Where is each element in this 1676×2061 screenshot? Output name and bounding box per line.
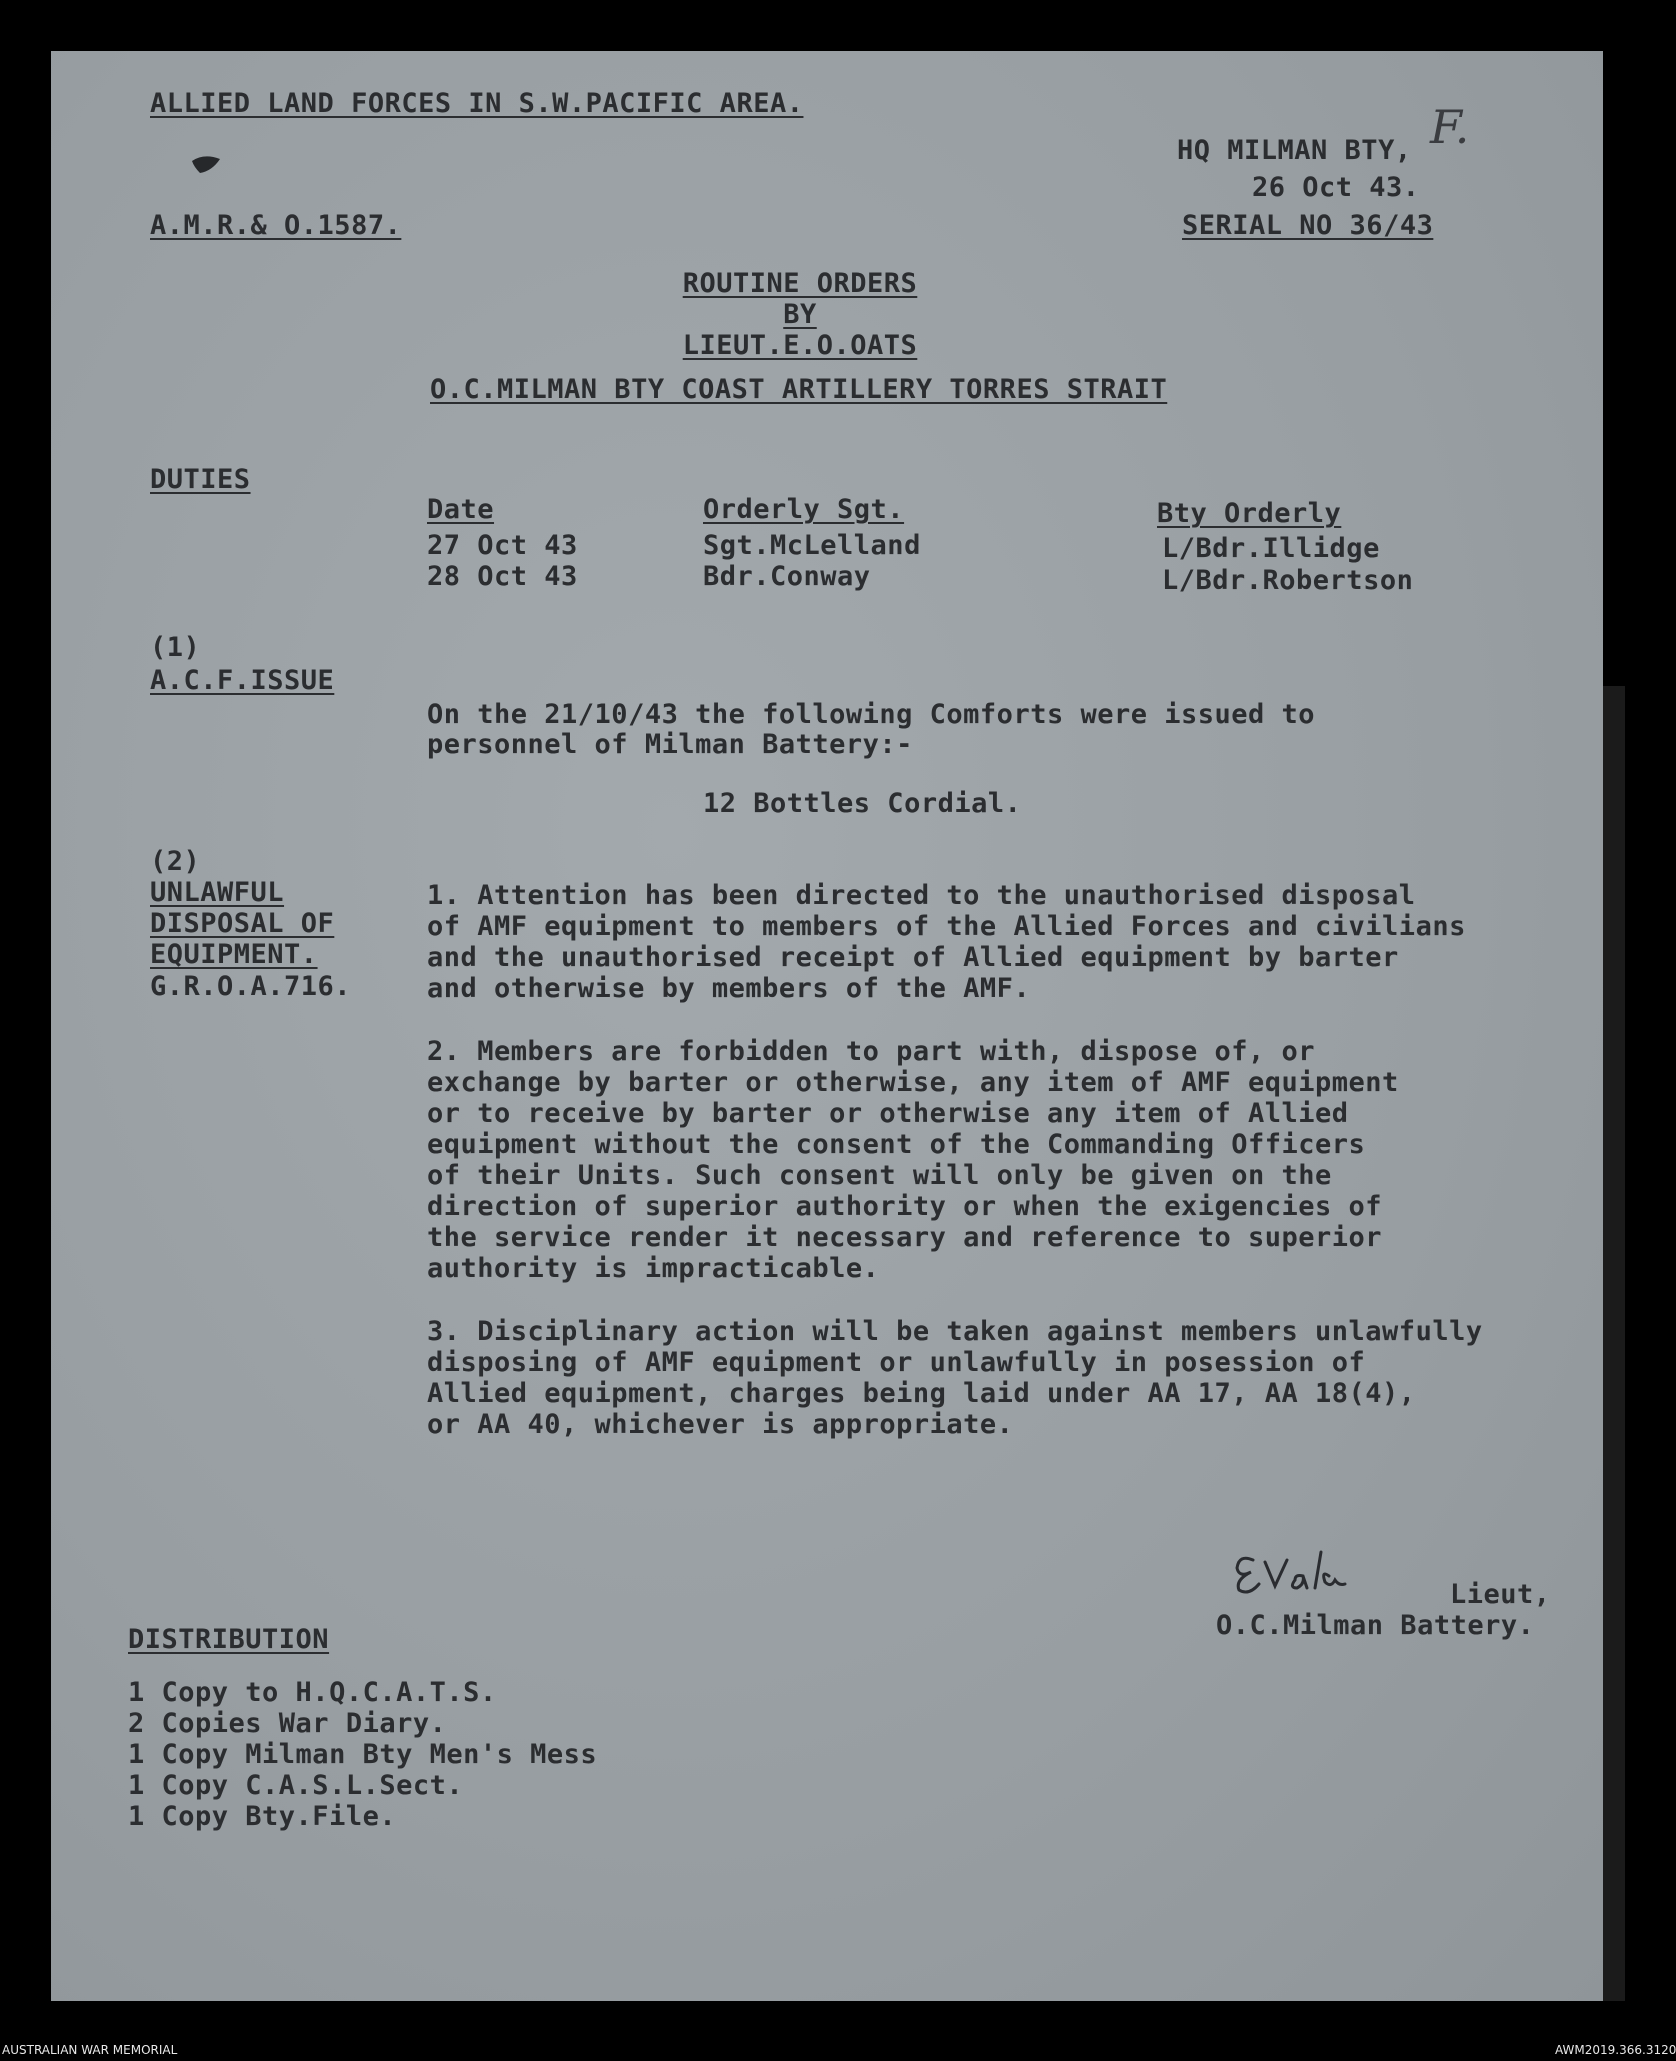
- header-date: 26 Oct 43.: [1252, 172, 1420, 203]
- item1-issued-item: 12 Bottles Cordial.: [703, 788, 1022, 819]
- item1-heading: A.C.F.ISSUE: [150, 665, 335, 696]
- ink-blot-icon: [190, 153, 224, 175]
- item2-heading-line1: UNLAWFUL: [150, 877, 285, 908]
- item2-para2-line4: equipment without the consent of the Commanding Officers: [427, 1129, 1366, 1160]
- footer-right: AWM2019.366.3120: [1555, 2043, 1676, 2057]
- signature-image: [1225, 1540, 1375, 1600]
- item2-heading-line2: DISPOSAL OF: [150, 908, 335, 939]
- item2-para1-line2: of AMF equipment to members of the Allied Forces and civilians: [427, 911, 1466, 942]
- item2-para2-line2: exchange by barter or otherwise, any item of AMF equipment: [427, 1067, 1399, 1098]
- item2-heading-line3: EQUIPMENT.: [150, 939, 318, 970]
- header-hq: HQ MILMAN BTY,: [1177, 135, 1412, 166]
- title-line1: ROUTINE ORDERS: [682, 268, 918, 299]
- header-serial: SERIAL NO 36/43: [1182, 210, 1434, 241]
- duties-row1-sgt: Sgt.McLelland: [703, 530, 921, 561]
- duties-row2-sgt: Bdr.Conway: [703, 561, 871, 592]
- item2-para1-line4: and otherwise by members of the AMF.: [427, 973, 1031, 1004]
- page-fold-shadow: [1603, 686, 1625, 2001]
- item1-line1: On the 21/10/43 the following Comforts were issued to: [427, 699, 1316, 730]
- distribution-line1: 1 Copy to H.Q.C.A.T.S.: [128, 1677, 497, 1708]
- title-line3: LIEUT.E.O.OATS: [682, 330, 918, 361]
- signature-title: O.C.Milman Battery.: [1216, 1610, 1535, 1641]
- item1-line2: personnel of Milman Battery:-: [427, 729, 913, 760]
- item2-para3-line4: or AA 40, whichever is appropriate.: [427, 1409, 1014, 1440]
- duties-heading: DUTIES: [150, 464, 251, 495]
- item2-para1-line3: and the unauthorised receipt of Allied equipment by barter: [427, 942, 1399, 973]
- title-line4: O.C.MILMAN BTY COAST ARTILLERY TORRES STRAIT: [430, 374, 1168, 405]
- distribution-heading: DISTRIBUTION: [128, 1624, 330, 1655]
- item1-number: (1): [150, 632, 201, 663]
- item2-para2-line8: authority is impracticable.: [427, 1253, 880, 1284]
- duties-row2-orderly: L/Bdr.Robertson: [1162, 565, 1414, 596]
- header-ref: A.M.R.& O.1587.: [150, 210, 402, 241]
- item2-para2-line7: the service render it necessary and reference to superior: [427, 1222, 1383, 1253]
- distribution-line4: 1 Copy C.A.S.L.Sect.: [128, 1770, 464, 1801]
- item2-para1-line1: 1. Attention has been directed to the unauthorised disposal: [427, 880, 1416, 911]
- distribution-line3: 1 Copy Milman Bty Men's Mess: [128, 1739, 598, 1770]
- distribution-line5: 1 Copy Bty.File.: [128, 1801, 397, 1832]
- item2-para2-line3: or to receive by barter or otherwise any item of Allied: [427, 1098, 1349, 1129]
- item2-para3-line2: disposing of AMF equipment or unlawfully in posession of: [427, 1347, 1366, 1378]
- header-top-left: ALLIED LAND FORCES IN S.W.PACIFIC AREA.: [150, 88, 804, 119]
- item2-para3-line3: Allied equipment, charges being laid under AA 17, AA 18(4),: [427, 1378, 1416, 1409]
- duties-col-orderly-sgt: Orderly Sgt.: [703, 494, 905, 525]
- distribution-line2: 2 Copies War Diary.: [128, 1708, 447, 1739]
- item2-para2-line6: direction of superior authority or when the exigencies of: [427, 1191, 1383, 1222]
- duties-row1-orderly: L/Bdr.Illidge: [1162, 533, 1380, 564]
- item2-para2-line1: 2. Members are forbidden to part with, dispose of, or: [427, 1036, 1316, 1067]
- footer-left: AUSTRALIAN WAR MEMORIAL: [2, 2043, 178, 2057]
- item2-para2-line5: of their Units. Such consent will only be given on the: [427, 1160, 1332, 1191]
- duties-row2-date: 28 Oct 43: [427, 561, 578, 592]
- item2-ref: G.R.O.A.716.: [150, 971, 352, 1002]
- duties-col-date: Date: [427, 494, 495, 525]
- title-line2: BY: [783, 299, 817, 330]
- duties-col-bty-orderly: Bty Orderly: [1157, 498, 1342, 529]
- duties-row1-date: 27 Oct 43: [427, 530, 578, 561]
- signature-rank: Lieut,: [1450, 1579, 1551, 1610]
- item2-para3-line1: 3. Disciplinary action will be taken against members unlawfully: [427, 1316, 1483, 1347]
- item2-number: (2): [150, 846, 201, 877]
- handwritten-mark: F.: [1430, 100, 1470, 154]
